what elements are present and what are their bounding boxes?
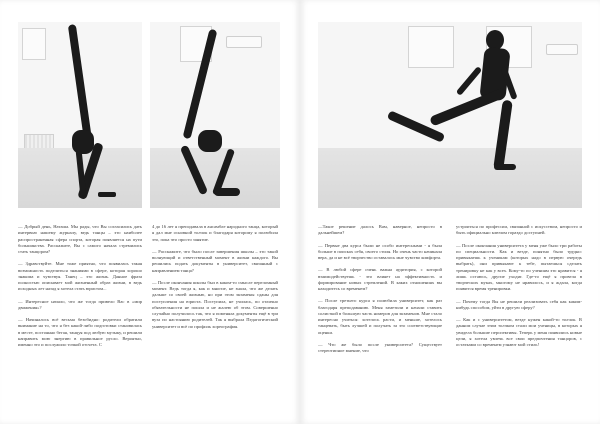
- paragraph: — Расскажите, что было после завершения школы – это такой волнующий и ответственный момент в жизни каждого. Вы решились подать документы в университет, связанный с направлением танца?: [152, 248, 278, 273]
- paragraph: — Как и с университетом, везде нужен какой-то толчок. В данном случае этим толчком стали мои ученицы, в которых я увидела большие перспективы. Теперь у меня появились новые цели, я хотела увлечь все свои предпочтения танцоров, с остатками со временем узнают мой стиль!: [456, 317, 582, 347]
- paragraph: — Начиналось всё весьма безобидно: родители обратили внимание на то, что я без какой-либо подготовки становилась в месте, постоянно бегая, танцуя под любую музыку, и решили направить мою энергию в правильное русло. Вероятно, именно это и послужило точкой отсчета. С: [18, 317, 142, 347]
- photo-dancer-lunge: [318, 22, 582, 208]
- photo-dancer-split-2: [150, 22, 280, 208]
- right-page: [300, 0, 600, 424]
- paragraph: — После третьего курса я полюбила университет, как раз благодаря преподаванию. Меня заметили и начали ставить солисткой в большую часть номеров для экзаменов. Мне стало интересно учиться: хотелось расти, и меньше, хотелось танцевать, быть лучшей и получать за это соответствующие оценки.: [318, 298, 442, 335]
- paragraph: — Добрый день, Наташа. Мы рады, что Вы согласились дать интервью нашему журналу, ведь танцы – это наиболее распространенная сфера спорта, которая появляется на пути большинства. Расскажите, Вы с самого начала стремились стать танцором?: [18, 224, 142, 254]
- paragraph: — Интересное начало, что же тогда привело Вас в «мир движения»?: [18, 298, 142, 310]
- paragraph: — Что же было после университета? Существует стереотипное мнение, что: [318, 341, 442, 353]
- paragraph: — Почему тогда Вы не решили реализовать себя как каким-нибудь способом, уйти в другую сферу?: [456, 298, 582, 310]
- text-column-3: [318, 224, 442, 360]
- paragraph: устроиться по профессии, связанной с искусством, непросто и быть официально ключом гораздо доступней.: [456, 224, 582, 236]
- paragraph: — После окончания школы был в каком-то смысле переломный момент. Ведь тогда я, как и многие, не знала, что же делать дальше со своей жизнью, но при этом экзамены сданы для поступления на юриста. Поступила, не училась, по отлично обязательности не пошла и не жалею об этом. Совершенно случайно получилось так, что я поменяла документы ещё в три вуза по настоянию родителей. Так я выбрала Педагогический университет и всё по профиль хореография.: [152, 279, 278, 329]
- text-column-1: [18, 224, 142, 354]
- paragraph: 4 до 16 лет я преподавала в ансамбле народного танца, который я дал мне основной толчок и благодаря которому я полюбила это, пока что просто занятие.: [152, 224, 278, 242]
- paragraph: —Такое решение далось Вам, наверное, непросто в дальнейшем?: [318, 224, 442, 236]
- paragraph: — В любой сфере очень важна аудитория, с которой взаимодействуешь - это влияет на эффективность и формирование новых стремлений. В каких отношениях вы находитесь со временем?: [318, 267, 442, 291]
- paragraph: — После окончания университета у меня уже было три работы по специальности. Как и везде, понятно было трудно: привыкаешь к ученикам (которых надо в первую очередь выбрать), они привыкают к тебе, пытаешься сделать тренировку не как у всех. Кому-то по учениям это нравится - я лишь остаюсь, другие уходят. Где-то ещё я провела в творческих муках, многому не нравилось, и я ждала, когда появится время тренировки.: [456, 242, 582, 292]
- text-column-2: [152, 224, 278, 336]
- paragraph: — Здравствуйте. Мне тоже приятно, что появилась такая возможность поделиться знаниями в сфере, которая хорошо знакома и чувствуя. Танец – это жизнь. Данное фраза полностью описывает мой жизненный образ жизни, в ведь исходных лет назад я хотела стать юристом...: [18, 261, 142, 292]
- photo-dancer-split-1: [18, 22, 142, 208]
- text-column-4: [456, 224, 582, 354]
- paragraph: — Первые два курса были не особо интересными - я была больше в поисках себя, своего стиля. Но очень часто начинала вера, да и не всё творчество оставалось мне чувство комфорта.: [318, 242, 442, 260]
